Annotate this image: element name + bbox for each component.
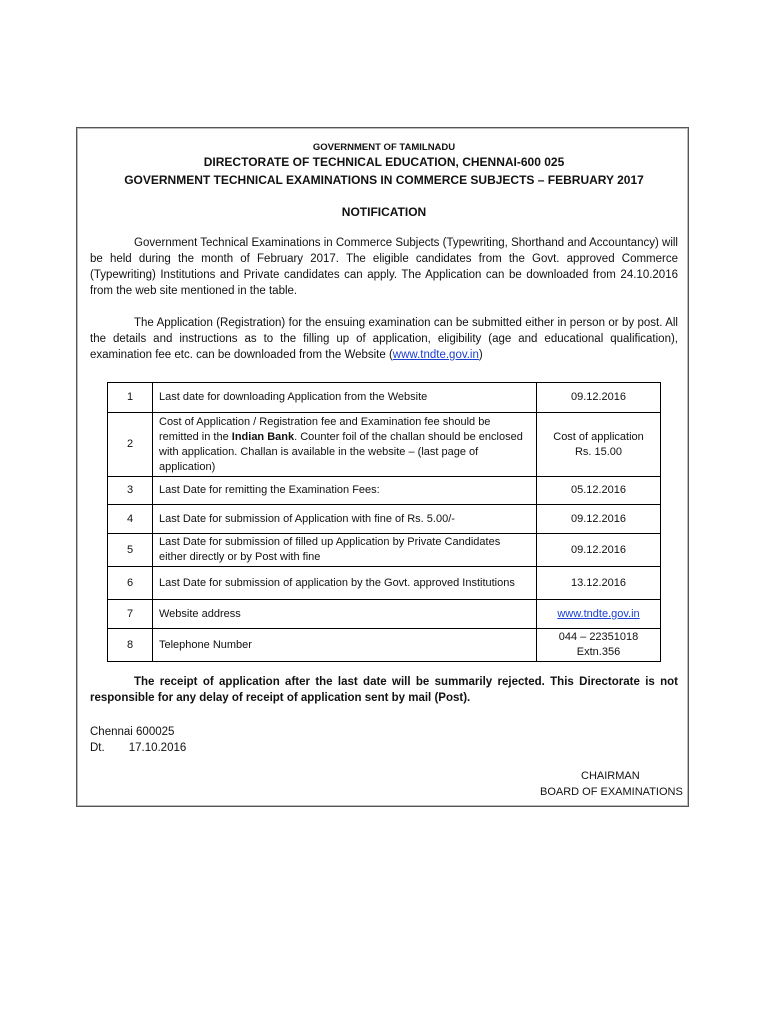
directorate-heading: DIRECTORATE OF TECHNICAL EDUCATION, CHENNAI-600 025 — [203, 155, 565, 169]
row-number: 5 — [108, 534, 153, 567]
notification-title: NOTIFICATION — [341, 205, 427, 219]
row-description: Last Date for submission of application by the Govt. approved Institutions — [153, 567, 537, 600]
table-row — [108, 567, 661, 600]
bank-name: Indian Bank — [231, 430, 295, 443]
intro-paragraph — [90, 235, 678, 299]
row-number: 4 — [108, 505, 153, 534]
row-description: Telephone Number — [153, 629, 537, 662]
cost-label: Cost of application — [553, 430, 644, 443]
row-value — [537, 600, 661, 629]
row-description: Last date for downloading Application from the Website — [153, 383, 537, 413]
row-value: 05.12.2016 — [537, 477, 661, 505]
intro-text: Government Technical Examinations in Commerce Subjects (Typewriting, Shorthand and Accountancy) will be held during the month of February 2017. The eligible candidates from the Govt. approved Commerce (Typewriting) Institutions and Private candidates can apply. The Application can be downloaded from 24.10.2016 from the web site mentioned in the table. — [90, 237, 678, 297]
row-value: 13.12.2016 — [537, 567, 661, 600]
rejection-note — [90, 674, 678, 706]
row-number: 3 — [108, 477, 153, 505]
table-row — [108, 413, 661, 477]
phone-number: 044 – 22351018 — [558, 631, 639, 643]
table-row — [108, 600, 661, 629]
row-number: 1 — [108, 383, 153, 413]
table-row — [108, 534, 661, 567]
signatory-title: CHAIRMAN — [581, 770, 640, 782]
row-description: Last Date for submission of filled up Application by Private Candidates either directly or by Post with fine — [153, 534, 537, 567]
website-link[interactable]: www.tndte.gov.in — [392, 349, 479, 361]
row-value — [537, 629, 661, 662]
row-number: 6 — [108, 567, 153, 600]
table-website-link[interactable]: www.tndte.gov.in — [557, 607, 640, 620]
date-label: Dt. — [90, 742, 105, 754]
rejection-note-text: The receipt of application after the last date will be summarily rejected. This Directorate is not responsible for any delay of receipt of application sent by mail (Post). — [90, 676, 678, 704]
date-value: 17.10.2016 — [128, 742, 187, 754]
application-paragraph — [90, 315, 678, 363]
issue-date — [90, 740, 186, 756]
row-value — [537, 413, 661, 477]
row-value: 09.12.2016 — [537, 505, 661, 534]
row-description — [153, 413, 537, 477]
government-heading: GOVERNMENT OF TAMILNADU — [312, 142, 456, 153]
table-row — [108, 477, 661, 505]
row-description-part: . Counter foil of the challan should be enclosed with application. Challan is available in the website – (last page of application) — [159, 430, 523, 473]
row-number: 2 — [108, 413, 153, 477]
schedule-table — [107, 382, 661, 662]
row-description: Website address — [153, 600, 537, 629]
exam-title: GOVERNMENT TECHNICAL EXAMINATIONS IN COMMERCE SUBJECTS – FEBRUARY 2017 — [124, 173, 644, 187]
application-text-close: ) — [478, 349, 483, 361]
row-description: Last Date for remitting the Examination Fees: — [153, 477, 537, 505]
table-row — [108, 383, 661, 413]
table-row — [108, 629, 661, 662]
row-number: 8 — [108, 629, 153, 662]
place: Chennai 600025 — [90, 726, 175, 738]
row-value: 09.12.2016 — [537, 383, 661, 413]
row-number: 7 — [108, 600, 153, 629]
phone-extension: Extn.356 — [576, 646, 621, 658]
cost-amount: Rs. 15.00 — [574, 445, 623, 458]
row-value: 09.12.2016 — [537, 534, 661, 567]
table-row — [108, 505, 661, 534]
row-description: Last Date for submission of Application with fine of Rs. 5.00/- — [153, 505, 537, 534]
signatory-board: BOARD OF EXAMINATIONS — [540, 786, 683, 798]
application-text: The Application (Registration) for the ensuing examination can be submitted either in person or by post. All the details and instructions as to the filling up of application, eligibility (age and educational qualification), examination fee etc. can be downloaded from the Website ( — [90, 317, 678, 361]
row-description-part: Cost of Application / Registration fee and Examination fee should be remitted in the — [159, 415, 491, 443]
